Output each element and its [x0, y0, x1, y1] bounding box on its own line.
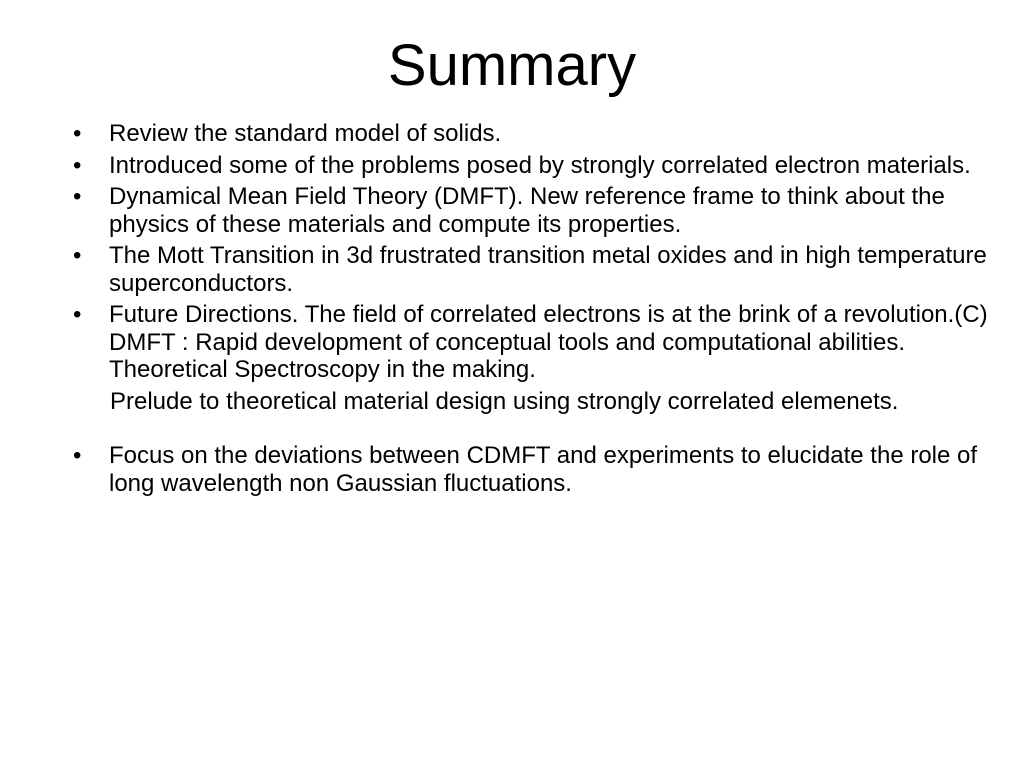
- bullet-item: [72, 242, 992, 297]
- bullet-continuation: Prelude to theoretical material design using strongly correlated elemenets.: [110, 387, 899, 415]
- bullet-text: Review the standard model of solids.: [109, 120, 502, 147]
- bullet-text: Future Directions. The field of correlated electrons is at the brink of a revolution.(C) DMFT : Rapid development of conceptual tools and computational abilities. Theoretical Spectroscopy in the making.: [109, 301, 988, 383]
- bullet-marker: •: [73, 301, 82, 328]
- bullet-marker: •: [73, 183, 82, 210]
- bullet-item: [72, 120, 992, 148]
- bullet-item: [72, 183, 992, 238]
- bullet-text: Focus on the deviations between CDMFT and experiments to elucidate the role of long wavelength non Gaussian fluctuations.: [109, 442, 978, 497]
- bullet-item: [72, 152, 992, 180]
- bullet-list: [72, 120, 992, 501]
- slide-title: Summary: [387, 33, 637, 98]
- bullet-marker: •: [73, 120, 82, 147]
- bullet-item: [72, 301, 992, 384]
- bullet-text: Dynamical Mean Field Theory (DMFT). New reference frame to think about the physics of these materials and compute its properties.: [109, 183, 945, 238]
- bullet-item: [72, 442, 992, 497]
- bullet-text: The Mott Transition in 3d frustrated transition metal oxides and in high temperature superconductors.: [109, 242, 987, 297]
- bullet-marker: •: [73, 242, 82, 269]
- bullet-marker: •: [73, 151, 82, 179]
- bullet-marker: •: [73, 442, 82, 469]
- bullet-text: Introduced some of the problems posed by strongly correlated electron materials.: [109, 151, 971, 179]
